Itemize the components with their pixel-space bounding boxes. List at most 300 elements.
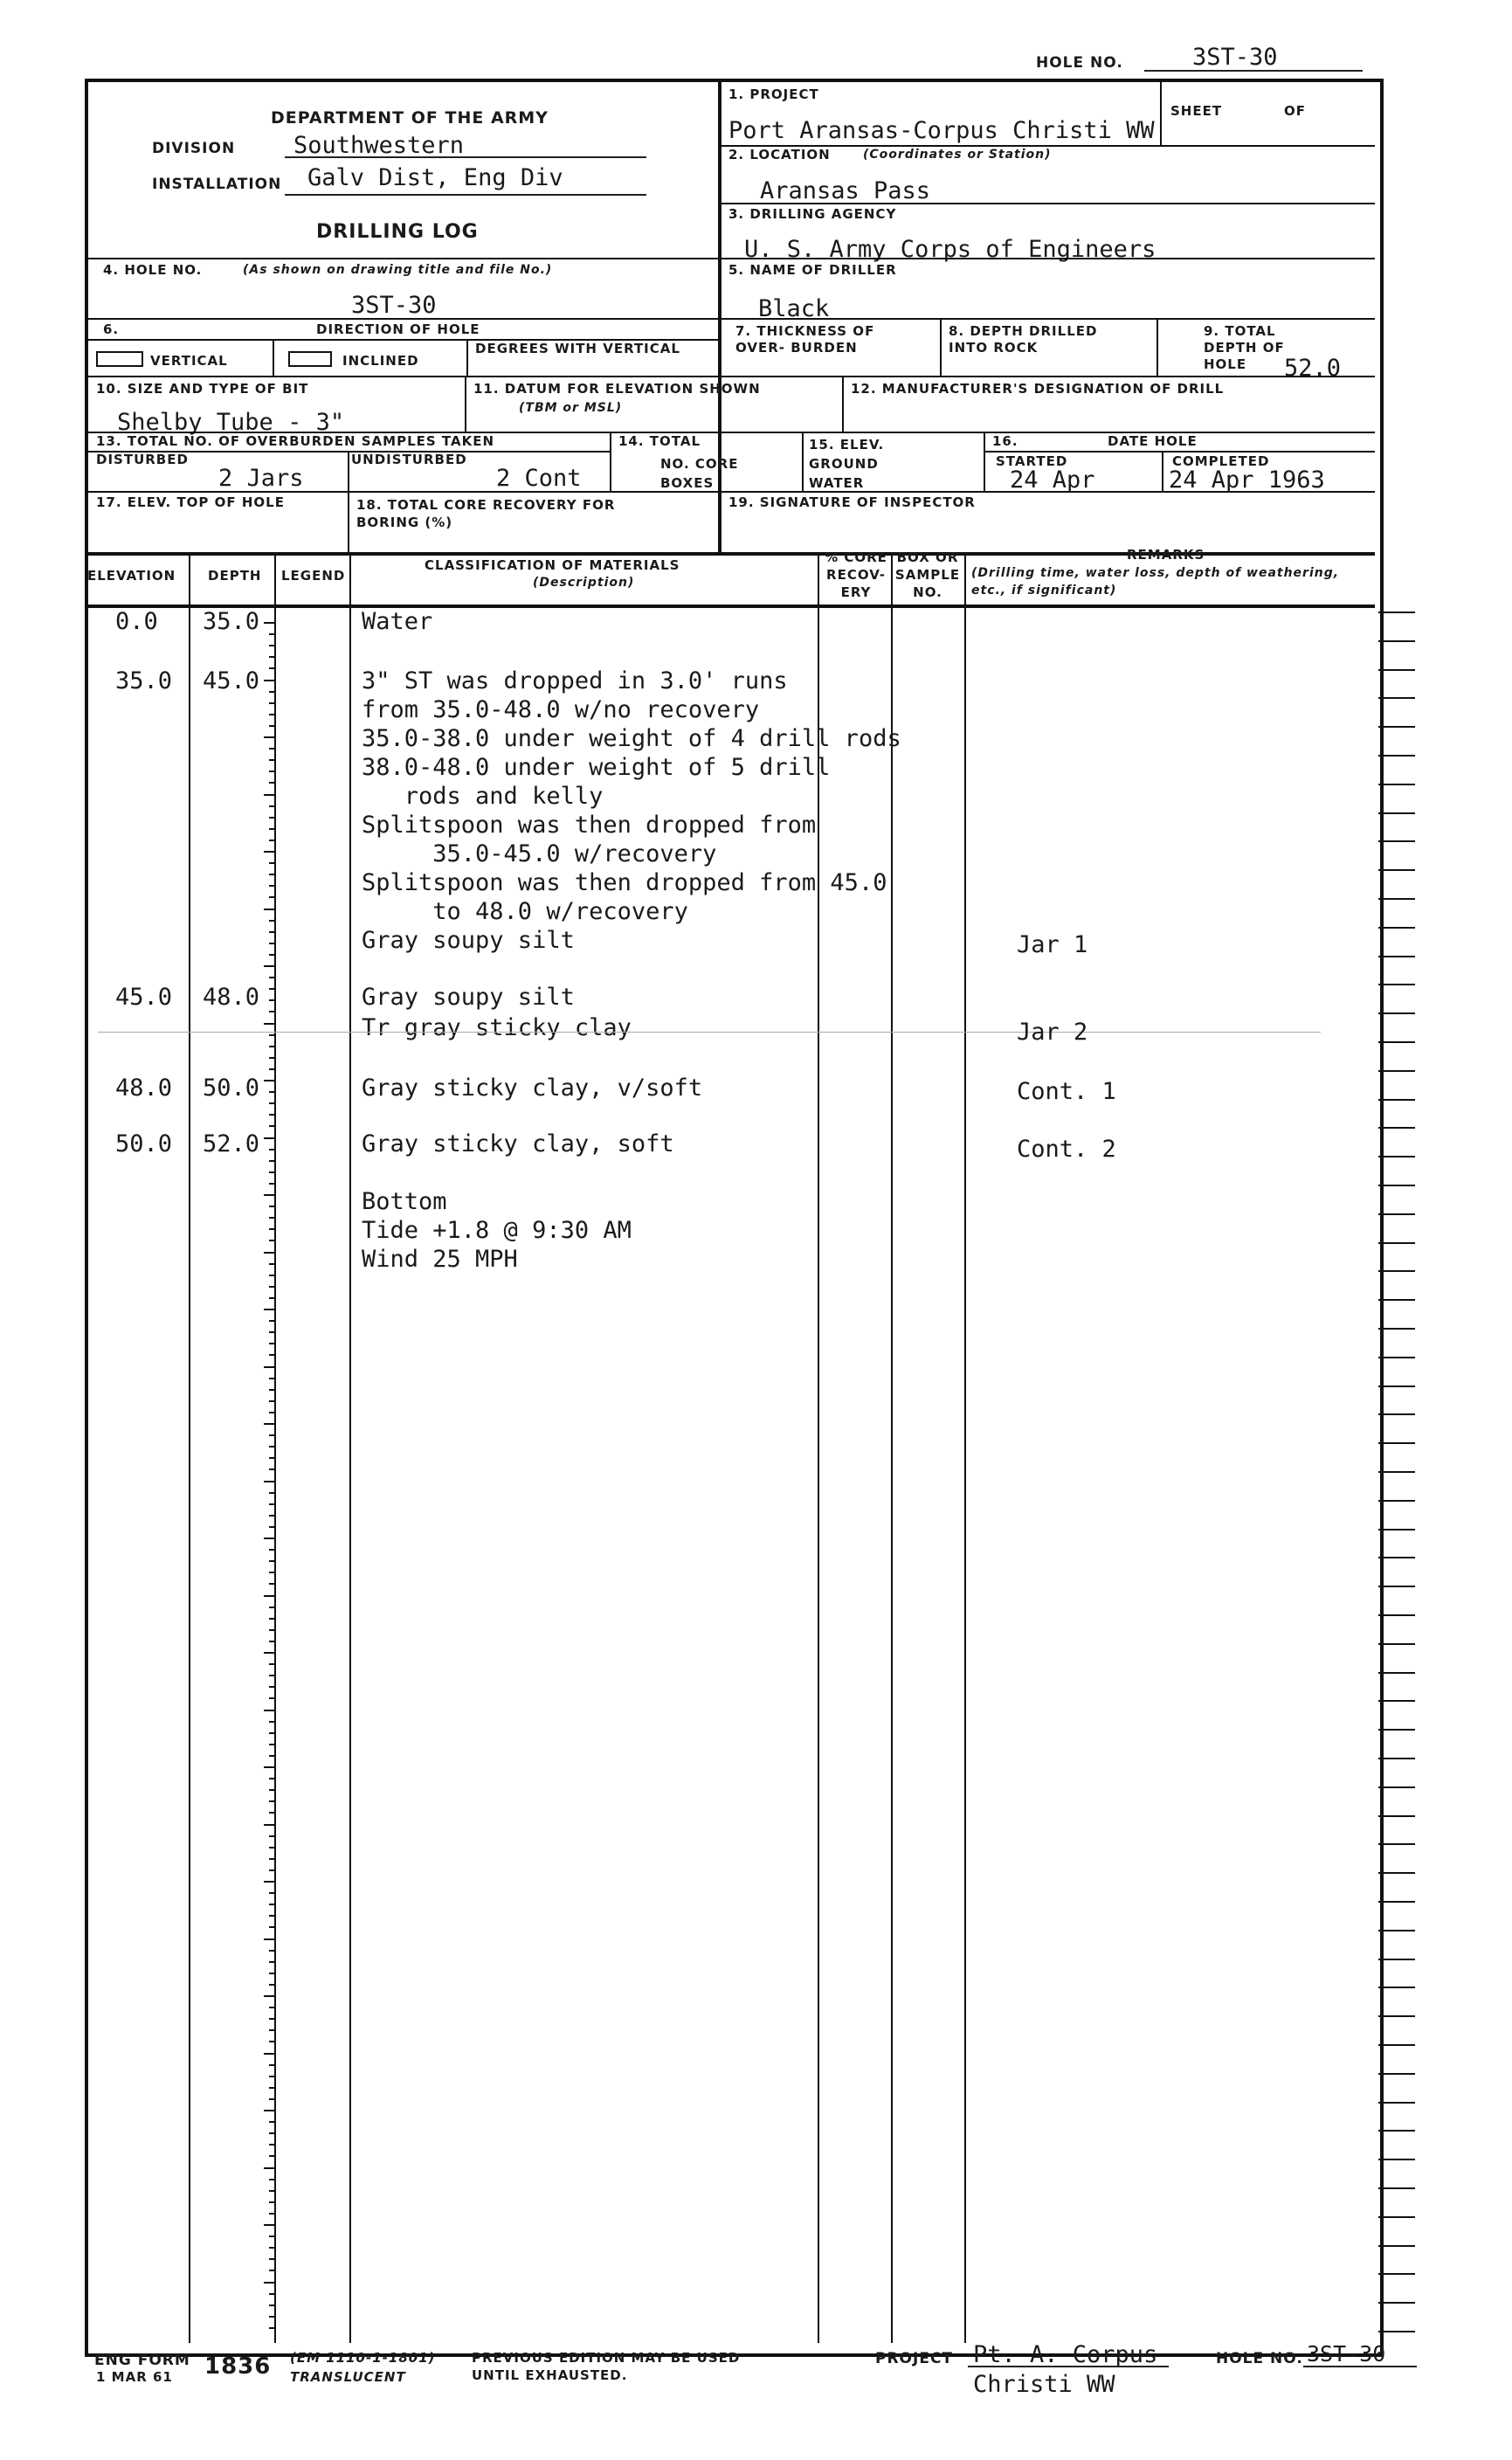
edge-tick	[1378, 840, 1415, 842]
depth-tick	[269, 691, 276, 693]
depth-tick	[269, 977, 276, 978]
undisturbed-label: UNDISTURBED	[351, 452, 467, 467]
depth-tick	[269, 1378, 276, 1379]
edge-tick	[1378, 2273, 1415, 2275]
depth-tick	[269, 2190, 276, 2192]
until-exhausted-note: UNTIL EXHAUSTED.	[472, 2367, 628, 2383]
edge-tick	[1378, 640, 1415, 642]
depth-tick	[269, 817, 276, 819]
footer-project-underline	[968, 2366, 1169, 2367]
edge-tick	[1378, 612, 1415, 613]
depth-tick	[269, 1858, 276, 1860]
classification-line: Gray soupy silt	[362, 927, 575, 954]
edge-tick	[1378, 1758, 1415, 1759]
col-remarks-sub: (Drilling time, water loss, depth of weathering, etc., if significant)	[971, 566, 1340, 598]
edge-tick	[1378, 1328, 1415, 1330]
depth-tick	[269, 1160, 276, 1162]
div-row14	[802, 432, 804, 491]
depth-tick	[269, 2293, 276, 2295]
installation-label: INSTALLATION	[152, 176, 282, 193]
depth-tick	[269, 1114, 276, 1116]
depth-tick	[269, 1526, 276, 1528]
depth-tick	[269, 2270, 276, 2271]
line-location	[720, 203, 1375, 204]
depth-tick	[269, 2258, 276, 2260]
div-row11	[842, 376, 844, 432]
depth-tick	[269, 2041, 276, 2042]
depth-tick	[269, 2029, 276, 2031]
datum-hint: (TBM or MSL)	[519, 401, 623, 415]
overburden-label: 7. THICKNESS OF OVER- BURDEN	[735, 323, 875, 356]
classification-line: Water	[362, 608, 433, 635]
edge-tick	[1378, 1070, 1415, 1072]
depth-tick	[269, 988, 276, 990]
col-classification-sub: (Description)	[533, 576, 635, 590]
drilling-log-title: DRILLING LOG	[316, 221, 479, 243]
edge-tick	[1378, 1413, 1415, 1415]
classification-line: Splitspoon was then dropped from	[362, 812, 817, 839]
inclined-checkbox[interactable]	[288, 351, 332, 367]
edge-tick	[1378, 1041, 1415, 1043]
datum-label: 11. DATUM FOR ELEVATION SHOWN	[473, 381, 761, 397]
classification-line: 35.0-38.0 under weight of 4 drill rods	[362, 725, 901, 752]
manufacturer-label: 12. MANUFACTURER'S DESIGNATION OF DRILL	[851, 381, 1225, 397]
depth-tick	[269, 2247, 276, 2249]
elevation-row-4: 48.0	[115, 1075, 173, 1102]
remark-line: Cont. 1	[1017, 1078, 1116, 1105]
depth-tick	[269, 828, 276, 830]
depth-tick	[269, 1446, 276, 1448]
edge-tick	[1378, 1156, 1415, 1157]
div-row15	[984, 432, 985, 491]
depth-tick	[264, 1423, 276, 1425]
disturbed-value: 2 Jars	[218, 465, 304, 492]
edge-tick	[1378, 1729, 1415, 1731]
edge-tick	[1378, 726, 1415, 728]
core-boxes-label: NO. CORE BOXES	[660, 456, 739, 491]
undisturbed-value: 2 Cont	[496, 465, 582, 492]
depth-tick	[269, 999, 276, 1001]
depth-row-2: 45.0	[203, 667, 260, 694]
depth-row-4: 50.0	[203, 1075, 260, 1102]
depth-tick	[269, 1297, 276, 1299]
depth-tick	[269, 896, 276, 898]
sheet-label: SHEET	[1170, 103, 1223, 119]
degrees-label: DEGREES WITH VERTICAL	[475, 341, 680, 356]
remark-line: Jar 2	[1017, 1019, 1088, 1046]
col-classification-header: CLASSIFICATION OF MATERIALS	[425, 557, 680, 573]
line-above-holeno	[86, 258, 719, 259]
depth-row-1: 35.0	[203, 608, 260, 635]
depth-tick	[264, 1595, 276, 1597]
agency-label: 3. DRILLING AGENCY	[728, 206, 897, 222]
depth-tick	[264, 1538, 276, 1539]
of-label: OF	[1284, 103, 1306, 119]
edge-tick	[1378, 1270, 1415, 1272]
sheet-divider	[1160, 80, 1162, 145]
depth-tick	[269, 1492, 276, 1494]
edge-tick	[1378, 1930, 1415, 1931]
depth-tick	[269, 1320, 276, 1322]
depth-tick	[269, 1206, 276, 1207]
ground-water-label: 15. ELEV. GROUND WATER	[809, 437, 885, 491]
depth-tick	[269, 1286, 276, 1288]
edge-tick	[1378, 2302, 1415, 2304]
edge-tick	[1378, 1099, 1415, 1101]
depth-tick	[269, 1721, 276, 1723]
edge-tick	[1378, 2331, 1415, 2332]
depth-tick	[269, 1892, 276, 1894]
div-started	[1162, 451, 1163, 491]
depth-tick	[264, 1194, 276, 1196]
department-title: DEPARTMENT OF THE ARMY	[271, 108, 549, 128]
edge-tick	[1378, 1643, 1415, 1645]
div-inclined	[466, 339, 468, 376]
col-core-recovery-header: % CORE RECOV- ERY	[825, 549, 887, 600]
footer-project-line1: Pt. A. Corpus	[973, 2341, 1158, 2368]
classification-line: Gray sticky clay, v/soft	[362, 1075, 703, 1102]
depth-tick	[269, 1183, 276, 1185]
depth-tick	[264, 1881, 276, 1883]
depth-tick	[269, 725, 276, 727]
translucent-label: TRANSLUCENT	[290, 2369, 406, 2385]
depth-tick	[269, 656, 276, 658]
depth-tick	[264, 1252, 276, 1254]
depth-tick	[269, 1034, 276, 1036]
depth-tick	[264, 1481, 276, 1482]
depth-tick	[269, 1778, 276, 1779]
depth-tick	[269, 1560, 276, 1562]
em-reference: (EM 1110-1-1801)	[290, 2350, 436, 2366]
depth-tick	[269, 1068, 276, 1070]
edge-tick	[1378, 984, 1415, 985]
depth-tick	[264, 1766, 276, 1768]
edge-tick	[1378, 697, 1415, 699]
depth-tick	[269, 1149, 276, 1151]
depth-tick	[269, 2076, 276, 2077]
col-box-sample-header: BOX OR SAMPLE NO.	[894, 549, 961, 600]
footer-hole-no-underline	[1303, 2366, 1417, 2367]
location-value: Aransas Pass	[760, 177, 931, 204]
started-value: 24 Apr	[1010, 466, 1095, 494]
depth-tick	[269, 2132, 276, 2134]
depth-tick	[269, 1618, 276, 1620]
depth-tick	[264, 1366, 276, 1368]
edge-tick	[1378, 2102, 1415, 2104]
depth-tick	[264, 1824, 276, 1826]
installation-underline	[285, 194, 646, 196]
depth-tick	[269, 1400, 276, 1402]
depth-tick	[269, 2179, 276, 2180]
holeno-field-hint: (As shown on drawing title and file No.)	[243, 263, 553, 277]
line-date	[985, 451, 1375, 453]
vertical-label: VERTICAL	[150, 353, 228, 369]
depth-tick	[269, 943, 276, 944]
total-depth-label: 9. TOTAL DEPTH OF HOLE	[1204, 323, 1285, 372]
depth-tick	[269, 1641, 276, 1642]
date-label: 16.	[992, 433, 1018, 449]
depth-tick	[269, 1732, 276, 1734]
edge-tick	[1378, 2216, 1415, 2218]
depth-tick	[269, 1125, 276, 1127]
depth-tick	[269, 920, 276, 922]
sample-divider-line	[98, 1032, 1321, 1033]
depth-tick	[269, 2235, 276, 2237]
depth-tick	[269, 954, 276, 956]
line-row17	[86, 491, 1375, 493]
footer-hole-no-label: HOLE NO.	[1216, 2350, 1303, 2367]
depth-tick	[269, 874, 276, 875]
location-hint: (Coordinates or Station)	[863, 148, 1052, 162]
edge-tick	[1378, 1700, 1415, 1702]
direction-title: DIRECTION OF HOLE	[316, 321, 480, 337]
edge-tick	[1378, 1357, 1415, 1358]
depth-tick	[269, 1503, 276, 1505]
core-recovery-label: 18. TOTAL CORE RECOVERY FOR BORING (%)	[356, 497, 616, 530]
depth-tick	[269, 1789, 276, 1791]
form-number: 1836	[204, 2353, 272, 2380]
depth-tick	[269, 1847, 276, 1848]
depth-tick	[264, 622, 276, 624]
depth-tick	[264, 1309, 276, 1310]
edge-tick	[1378, 1213, 1415, 1215]
depth-tick	[269, 1629, 276, 1631]
line-header-bottom	[86, 605, 1375, 608]
footer-project-line2: Christi WW	[973, 2371, 1115, 2398]
depth-tick	[269, 1663, 276, 1665]
depth-tick	[269, 645, 276, 646]
depth-tick	[269, 702, 276, 704]
depth-tick	[269, 1572, 276, 1573]
depth-tick	[264, 1938, 276, 1940]
col-remarks-header: REMARKS	[1127, 547, 1205, 563]
classification-line: Splitspoon was then dropped from 45.0	[362, 869, 887, 896]
edge-tick	[1378, 1529, 1415, 1531]
completed-label: COMPLETED	[1172, 453, 1270, 469]
col-elevation-header: ELEVATION	[87, 568, 176, 584]
elevation-row-1: 0.0	[115, 608, 158, 635]
depth-tick	[269, 2007, 276, 2008]
classification-line: rods and kelly	[362, 783, 604, 810]
depth-tick	[269, 862, 276, 864]
depth-tick	[269, 1686, 276, 1688]
line-agency	[720, 258, 1375, 259]
classification-line: Bottom	[362, 1188, 447, 1215]
depth-tick	[269, 1434, 276, 1436]
depth-tick	[264, 1710, 276, 1711]
elevation-row-3: 45.0	[115, 984, 173, 1011]
depth-tick	[269, 1984, 276, 1986]
edge-tick	[1378, 2015, 1415, 2017]
edge-tick	[1378, 1385, 1415, 1387]
depth-tick	[269, 1240, 276, 1241]
total-depth-value: 52.0	[1284, 355, 1342, 382]
classification-line: to 48.0 w/recovery	[362, 898, 688, 925]
edge-tick	[1378, 2044, 1415, 2046]
depth-tick	[269, 1950, 276, 1952]
div-row13	[610, 432, 611, 491]
elev-top-label: 17. ELEV. TOP OF HOLE	[96, 494, 285, 510]
depth-tick	[264, 2167, 276, 2169]
div-row10	[465, 376, 466, 432]
depth-tick	[269, 1583, 276, 1585]
depth-tick	[269, 1915, 276, 1917]
edge-tick	[1378, 2159, 1415, 2160]
depth-tick	[269, 1354, 276, 1356]
depth-tick	[264, 1080, 276, 1081]
project-value: Port Aransas-Corpus Christi WW	[728, 117, 1155, 144]
edge-tick	[1378, 2130, 1415, 2132]
edge-tick	[1378, 1557, 1415, 1558]
edge-tick	[1378, 1672, 1415, 1674]
depth-tick	[269, 840, 276, 841]
col-line-core	[891, 554, 893, 2343]
depth-tick	[269, 2064, 276, 2066]
depth-tick	[269, 667, 276, 669]
depth-tick	[269, 1755, 276, 1757]
depth-tick	[269, 2144, 276, 2146]
edge-tick	[1378, 869, 1415, 871]
holeno-field-label: 4. HOLE NO.	[103, 262, 203, 278]
samples-label: 13. TOTAL NO. OF OVERBURDEN SAMPLES TAKEN	[96, 433, 495, 449]
edge-tick	[1378, 1442, 1415, 1444]
depth-tick	[269, 2213, 276, 2215]
depth-tick	[269, 1228, 276, 1230]
depth-tick	[269, 1389, 276, 1391]
depth-tick	[269, 1515, 276, 1517]
edge-tick	[1378, 1242, 1415, 1244]
classification-line: Wind 25 MPH	[362, 1246, 518, 1273]
depth-tick	[269, 1011, 276, 1012]
edge-tick	[1378, 2245, 1415, 2247]
depth-tick	[269, 2098, 276, 2100]
edge-tick	[1378, 1012, 1415, 1014]
classification-line: 3" ST was dropped in 3.0' runs	[362, 667, 788, 694]
depth-tick	[264, 2110, 276, 2111]
edge-tick	[1378, 898, 1415, 900]
holeno-field-value: 3ST-30	[351, 292, 437, 319]
depth-tick	[269, 931, 276, 933]
depth-tick	[264, 2053, 276, 2055]
depth-tick	[269, 2316, 276, 2318]
depth-tick	[269, 714, 276, 715]
depth-tick	[269, 1973, 276, 1974]
project-label: 1. PROJECT	[728, 86, 819, 102]
edge-tick	[1378, 927, 1415, 929]
depth-tick	[264, 909, 276, 910]
depth-tick	[264, 1023, 276, 1025]
classification-line: 35.0-45.0 w/recovery	[362, 840, 717, 867]
inclined-label: INCLINED	[342, 353, 419, 369]
col-line-legend	[349, 554, 351, 2343]
col-line-elevation	[189, 554, 190, 2343]
edge-tick	[1378, 1586, 1415, 1587]
depth-tick	[269, 1275, 276, 1276]
col-legend-header: LEGEND	[281, 568, 346, 584]
depth-tick	[269, 782, 276, 784]
col-depth-header: DEPTH	[208, 568, 262, 584]
vertical-checkbox[interactable]	[96, 351, 143, 367]
depth-tick	[269, 1412, 276, 1413]
depth-tick	[269, 2087, 276, 2089]
previous-edition-note: PREVIOUS EDITION MAY BE USED	[472, 2350, 741, 2366]
depth-tick	[269, 1744, 276, 1745]
installation-value: Galv Dist, Eng Div	[307, 164, 563, 191]
depth-tick	[269, 2305, 276, 2306]
edge-tick	[1378, 1843, 1415, 1845]
form-date: 1 MAR 61	[96, 2369, 173, 2385]
top-hole-no-value: 3ST-30	[1192, 44, 1278, 71]
edge-tick	[1378, 1471, 1415, 1473]
edge-tick	[1378, 669, 1415, 671]
edge-tick	[1378, 1987, 1415, 1988]
depth-tick	[269, 1549, 276, 1551]
depth-tick	[269, 1675, 276, 1676]
line-row6	[86, 318, 1375, 320]
depth-rock-label: 8. DEPTH DRILLED INTO ROCK	[949, 323, 1098, 356]
line-row10	[86, 376, 1375, 377]
edge-tick	[1378, 1614, 1415, 1616]
edge-tick	[1378, 1185, 1415, 1186]
depth-tick	[269, 1057, 276, 1059]
depth-row-3: 48.0	[203, 984, 260, 1011]
driller-value: Black	[758, 295, 830, 322]
depth-tick	[269, 759, 276, 761]
footer-hole-no-value: 3ST-30	[1307, 2341, 1386, 2367]
edge-tick	[1378, 1959, 1415, 1960]
depth-tick	[269, 1926, 276, 1928]
depth-tick	[269, 633, 276, 635]
date-title: DATE HOLE	[1108, 433, 1198, 449]
div-vertical	[273, 339, 274, 376]
edge-tick	[1378, 812, 1415, 814]
depth-tick	[269, 1869, 276, 1871]
col-line-classification	[818, 554, 819, 2343]
depth-tick	[269, 2155, 276, 2157]
depth-tick	[269, 1171, 276, 1173]
depth-tick	[264, 2224, 276, 2226]
depth-tick	[269, 2018, 276, 2020]
bit-value: Shelby Tube - 3"	[117, 409, 345, 436]
depth-tick	[264, 680, 276, 681]
depth-tick	[269, 1091, 276, 1093]
depth-tick	[269, 2327, 276, 2329]
top-hole-no-label: HOLE NO.	[1036, 54, 1123, 72]
depth-tick	[269, 748, 276, 750]
classification-line: Gray soupy silt	[362, 984, 575, 1011]
depth-tick	[264, 851, 276, 853]
edge-tick	[1378, 1786, 1415, 1788]
depth-tick	[269, 1468, 276, 1470]
depth-tick	[269, 1457, 276, 1459]
depth-tick	[264, 794, 276, 796]
div-row7	[940, 318, 942, 376]
depth-tick	[269, 1904, 276, 1905]
depth-tick	[269, 1835, 276, 1837]
edge-tick	[1378, 784, 1415, 785]
depth-tick	[269, 1102, 276, 1104]
classification-line: Gray sticky clay, soft	[362, 1130, 674, 1157]
classification-line: Tide +1.8 @ 9:30 AM	[362, 1217, 632, 1244]
classification-line: Tr gray sticky clay	[362, 1014, 632, 1041]
depth-tick	[269, 2121, 276, 2123]
depth-tick	[264, 1995, 276, 1997]
depth-tick	[269, 1263, 276, 1265]
remark-line: Jar 1	[1017, 931, 1088, 958]
edge-tick	[1378, 1901, 1415, 1903]
depth-tick	[269, 1812, 276, 1814]
edge-tick	[1378, 1299, 1415, 1301]
